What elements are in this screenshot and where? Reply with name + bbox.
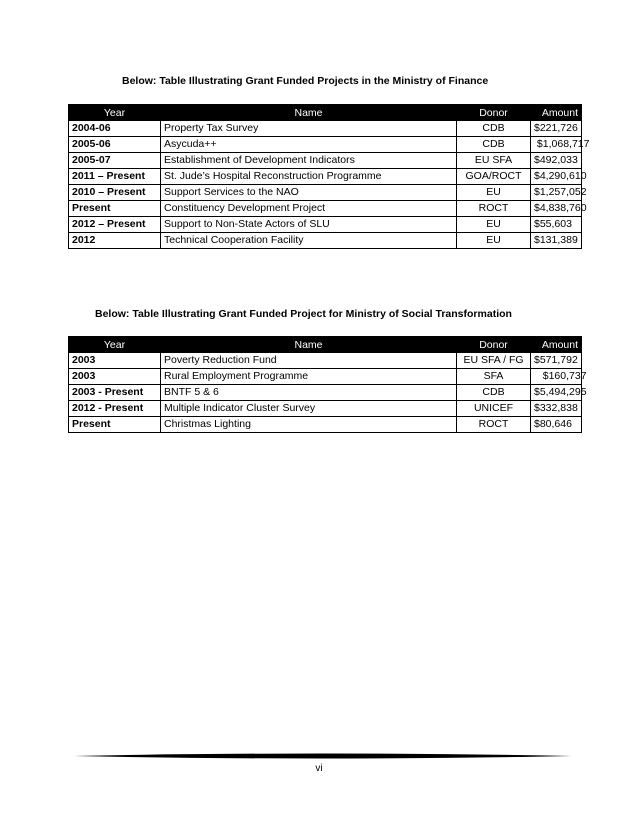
cell-name: Support to Non-State Actors of SLU [161,217,457,233]
social-transformation-grants-table [68,336,587,433]
cell-donor: CDB [457,385,531,401]
header-year: Year [69,337,161,353]
header-name: Name [161,105,457,121]
header-year: Year [69,105,161,121]
cell-amount: $1,068,717 [531,137,582,153]
cell-amount: $5,494,295 [531,385,582,401]
cell-name: Constituency Development Project [161,201,457,217]
header-amount: Amount [531,105,582,121]
cell-donor: GOA/ROCT [457,169,531,185]
cell-amount: $1,257,052 [531,185,582,201]
cell-name: Multiple Indicator Cluster Survey [161,401,457,417]
table-row [69,185,582,201]
cell-year: 2010 – Present [69,185,161,201]
cell-donor: UNICEF [457,401,531,417]
cell-amount: $160,737 [531,369,582,385]
page-number: vi [315,763,323,774]
cell-year: 2012 – Present [69,217,161,233]
cell-name: Rural Employment Programme [161,369,457,385]
header-name: Name [161,337,457,353]
cell-year: 2012 - Present [69,401,161,417]
header-amount: Amount [531,337,582,353]
cell-donor: EU [457,217,531,233]
cell-donor: EU [457,233,531,249]
cell-year: 2003 [69,369,161,385]
cell-amount: $4,290,610 [531,169,582,185]
cell-donor: SFA [457,369,531,385]
table-row [69,121,582,137]
table-row [69,217,582,233]
cell-year: 2005-06 [69,137,161,153]
cell-year: 2012 [69,233,161,249]
cell-year: Present [69,417,161,433]
cell-year: 2003 [69,353,161,369]
table-row [69,169,582,185]
table-row [69,369,582,385]
cell-year: 2011 – Present [69,169,161,185]
cell-year: Present [69,201,161,217]
cell-amount: $332,838 [531,401,582,417]
table-header-row [69,105,582,121]
cell-name: Property Tax Survey [161,121,457,137]
cell-name: St. Jude’s Hospital Reconstruction Programme [161,169,457,185]
cell-donor: EU SFA [457,153,531,169]
cell-name: Establishment of Development Indicators [161,153,457,169]
cell-name: Poverty Reduction Fund [161,353,457,369]
cell-donor: CDB [457,137,531,153]
table-row [69,201,582,217]
header-donor: Donor [457,105,531,121]
cell-name: Technical Cooperation Facility [161,233,457,249]
cell-year: 2004-06 [69,121,161,137]
cell-donor: ROCT [457,417,531,433]
cell-donor: ROCT [457,201,531,217]
cell-amount: $571,792 [531,353,582,369]
table-2-caption: Below: Table Illustrating Grant Funded Project for Ministry of Social Transformation [95,308,512,320]
cell-donor: EU [457,185,531,201]
cell-donor: CDB [457,121,531,137]
finance-grants-table [68,104,590,249]
table-row [69,417,582,433]
table-1-caption: Below: Table Illustrating Grant Funded Projects in the Ministry of Finance [122,75,489,87]
table-row [69,137,582,153]
table-row [69,153,582,169]
table-row [69,401,582,417]
footer-divider [74,752,572,760]
table-row [69,353,582,369]
cell-amount: $131,389 [531,233,582,249]
cell-amount: $80,646 [531,417,582,433]
cell-donor: EU SFA / FG [457,353,531,369]
cell-amount: $55,603 [531,217,582,233]
header-donor: Donor [457,337,531,353]
cell-name: BNTF 5 & 6 [161,385,457,401]
cell-year: 2003 - Present [69,385,161,401]
cell-name: Asycuda++ [161,137,457,153]
table-row [69,385,582,401]
cell-year: 2005-07 [69,153,161,169]
table-header-row [69,337,582,353]
cell-amount: $221,726 [531,121,582,137]
cell-name: Christmas Lighting [161,417,457,433]
cell-amount: $492,033 [531,153,582,169]
cell-amount: $4,838,760 [531,201,582,217]
cell-name: Support Services to the NAO [161,185,457,201]
table-row [69,233,582,249]
